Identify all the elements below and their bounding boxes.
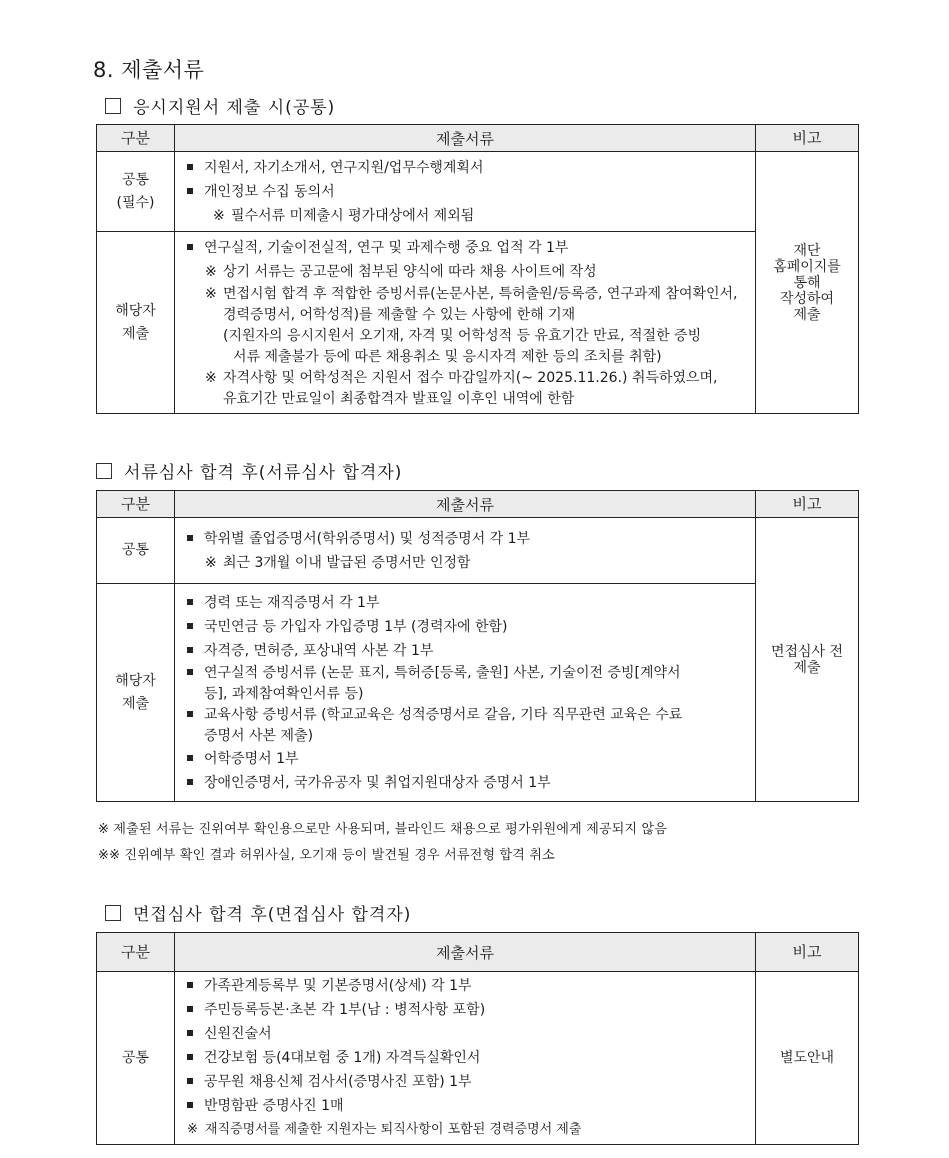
note-line: 유효기간 만료일이 최종합격자 발표일 이후인 내역에 한함: [223, 390, 575, 407]
row-label: 공통 (필수): [97, 152, 175, 232]
square-bullet-icon: [187, 779, 193, 785]
list-item: 국민연금 등 가입자 가입증명 1부 (경력자에 한함): [187, 615, 747, 639]
list-item: 건강보험 등(4대보험 중 1개) 자격득실확인서: [187, 1046, 747, 1070]
col-header-gubun: 구분: [97, 933, 175, 972]
square-bullet-icon: [187, 535, 193, 541]
list-item-continuation: 증명서 사본 제출): [204, 727, 314, 744]
list-item: 반명함판 증명사진 1매: [187, 1094, 747, 1118]
list-item: 어학증명서 1부: [187, 747, 747, 771]
col-header-gubun: 구분: [97, 125, 175, 152]
note-line: (지원자의 응시지원서 오기재, 자격 및 어학성적 등 유효기간 만료, 적절한 증빙: [223, 327, 702, 344]
list-item: 경력 또는 재직증명서 각 1부: [187, 591, 747, 615]
row-label: 해당자 제출: [97, 584, 175, 802]
list-item: 연구실적 증빙서류 (논문 표지, 특허증[등록, 출원] 사본, 기술이전 증빙[계약서: [187, 663, 747, 684]
list-item: 지원서, 자기소개서, 연구지원/업무수행계획서: [187, 156, 747, 180]
application-docs-table: [96, 124, 859, 414]
list-item: 신원진술서: [187, 1022, 747, 1046]
square-bullet-icon: [187, 1030, 193, 1036]
col-header-docs: 제출서류: [175, 491, 756, 518]
note-line: ※ 재직증명서를 제출한 지원자는 퇴직사항이 포함된 경력증명서 제출: [187, 1122, 582, 1137]
subsection-heading-application: 응시지원서 제출 시(공통): [105, 93, 335, 118]
row-label: 공통: [97, 972, 175, 1145]
square-bullet-icon: [187, 711, 193, 717]
section-title: 8. 제출서류: [93, 58, 205, 82]
square-bullet-icon: [187, 164, 193, 170]
checkbox-square-icon: [105, 98, 121, 114]
subsection-heading-document-review: 서류심사 합격 후(서류심사 합격자): [96, 458, 402, 483]
note-line: ※ 최근 3개월 이내 발급된 증명서만 인정함: [205, 554, 471, 571]
row-docs: [175, 518, 756, 584]
col-header-docs: 제출서류: [175, 125, 756, 152]
table-row: [97, 152, 859, 232]
note-line: ※ 면접시험 합격 후 적합한 증빙서류(논문사본, 특허출원/등록증, 연구과제 참여확인서,: [205, 285, 738, 302]
square-bullet-icon: [187, 188, 193, 194]
square-bullet-icon: [187, 669, 193, 675]
col-header-gubun: 구분: [97, 491, 175, 518]
square-bullet-icon: [187, 1102, 193, 1108]
list-item: 공무원 채용신체 검사서(증명사진 포함) 1부: [187, 1070, 747, 1094]
document-review-table: [96, 490, 859, 802]
row-label: 공통: [97, 518, 175, 584]
note-line: ※ 자격사항 및 어학성적은 지원서 접수 마감일까지(~ 2025.11.26.) 취득하였으며,: [205, 369, 718, 386]
list-item: 학위별 졸업증명서(학위증명서) 및 성적증명서 각 1부: [187, 527, 747, 551]
col-header-docs: 제출서류: [175, 933, 756, 972]
list-item: 연구실적, 기술이전실적, 연구 및 과제수행 중요 업적 각 1부: [187, 236, 747, 260]
checkbox-square-icon: [96, 463, 112, 479]
remark-cell: 재단 홈페이지를 통해 작성하여 제출: [756, 152, 859, 414]
note-line: 경력증명서, 어학성적)를 제출할 수 있는 사항에 한해 기재: [223, 306, 576, 323]
square-bullet-icon: [187, 982, 193, 988]
square-bullet-icon: [187, 1078, 193, 1084]
row-docs: [175, 972, 756, 1145]
footnote: ※ 제출된 서류는 진위여부 확인용으로만 사용되며, 블라인드 채용으로 평가위원에게 제공되지 않음: [98, 822, 668, 837]
row-docs: [175, 584, 756, 802]
footnote: ※※ 진위예부 확인 결과 허위사실, 오기재 등이 발견될 경우 서류전형 합격 취소: [98, 848, 555, 863]
note-line: 서류 제출불가 등에 따른 채용취소 및 응시자격 제한 등의 조치를 취함): [233, 348, 662, 365]
note-line: ※ 상기 서류는 공고문에 첨부된 양식에 따라 채용 사이트에 작성: [205, 263, 597, 280]
square-bullet-icon: [187, 647, 193, 653]
subsection-heading-interview: 면접심사 합격 후(면접심사 합격자): [105, 900, 411, 925]
square-bullet-icon: [187, 599, 193, 605]
table-row: [97, 584, 859, 802]
table-row: [97, 232, 859, 414]
list-item-continuation: 등], 과제참여확인서류 등): [204, 685, 364, 702]
note-line: ※ 필수서류 미제출시 평가대상에서 제외됨: [213, 207, 475, 224]
row-docs: [175, 232, 756, 414]
table-row: [97, 972, 859, 1145]
col-header-note: 비고: [756, 933, 859, 972]
row-label: 해당자 제출: [97, 232, 175, 414]
remark-cell: 별도안내: [756, 972, 859, 1145]
list-item: 주민등록등본·초본 각 1부(남 : 병적사항 포함): [187, 998, 747, 1022]
list-item: 개인정보 수집 동의서: [187, 180, 747, 204]
list-item: 자격증, 면허증, 포상내역 사본 각 1부: [187, 639, 747, 663]
square-bullet-icon: [187, 244, 193, 250]
row-docs: [175, 152, 756, 232]
table-row: [97, 518, 859, 584]
interview-docs-table: [96, 932, 859, 1145]
list-item: 장애인증명서, 국가유공자 및 취업지원대상자 증명서 1부: [187, 771, 747, 795]
list-item: 가족관계등록부 및 기본증명서(상세) 각 1부: [187, 974, 747, 998]
checkbox-square-icon: [105, 905, 121, 921]
col-header-note: 비고: [756, 125, 859, 152]
square-bullet-icon: [187, 623, 193, 629]
list-item: 교육사항 증빙서류 (학교교육은 성적증명서로 갈음, 기타 직무관련 교육은 수료: [187, 705, 747, 726]
square-bullet-icon: [187, 1054, 193, 1060]
square-bullet-icon: [187, 1006, 193, 1012]
col-header-note: 비고: [756, 491, 859, 518]
square-bullet-icon: [187, 755, 193, 761]
remark-cell: 면접심사 전 제출: [756, 518, 859, 802]
